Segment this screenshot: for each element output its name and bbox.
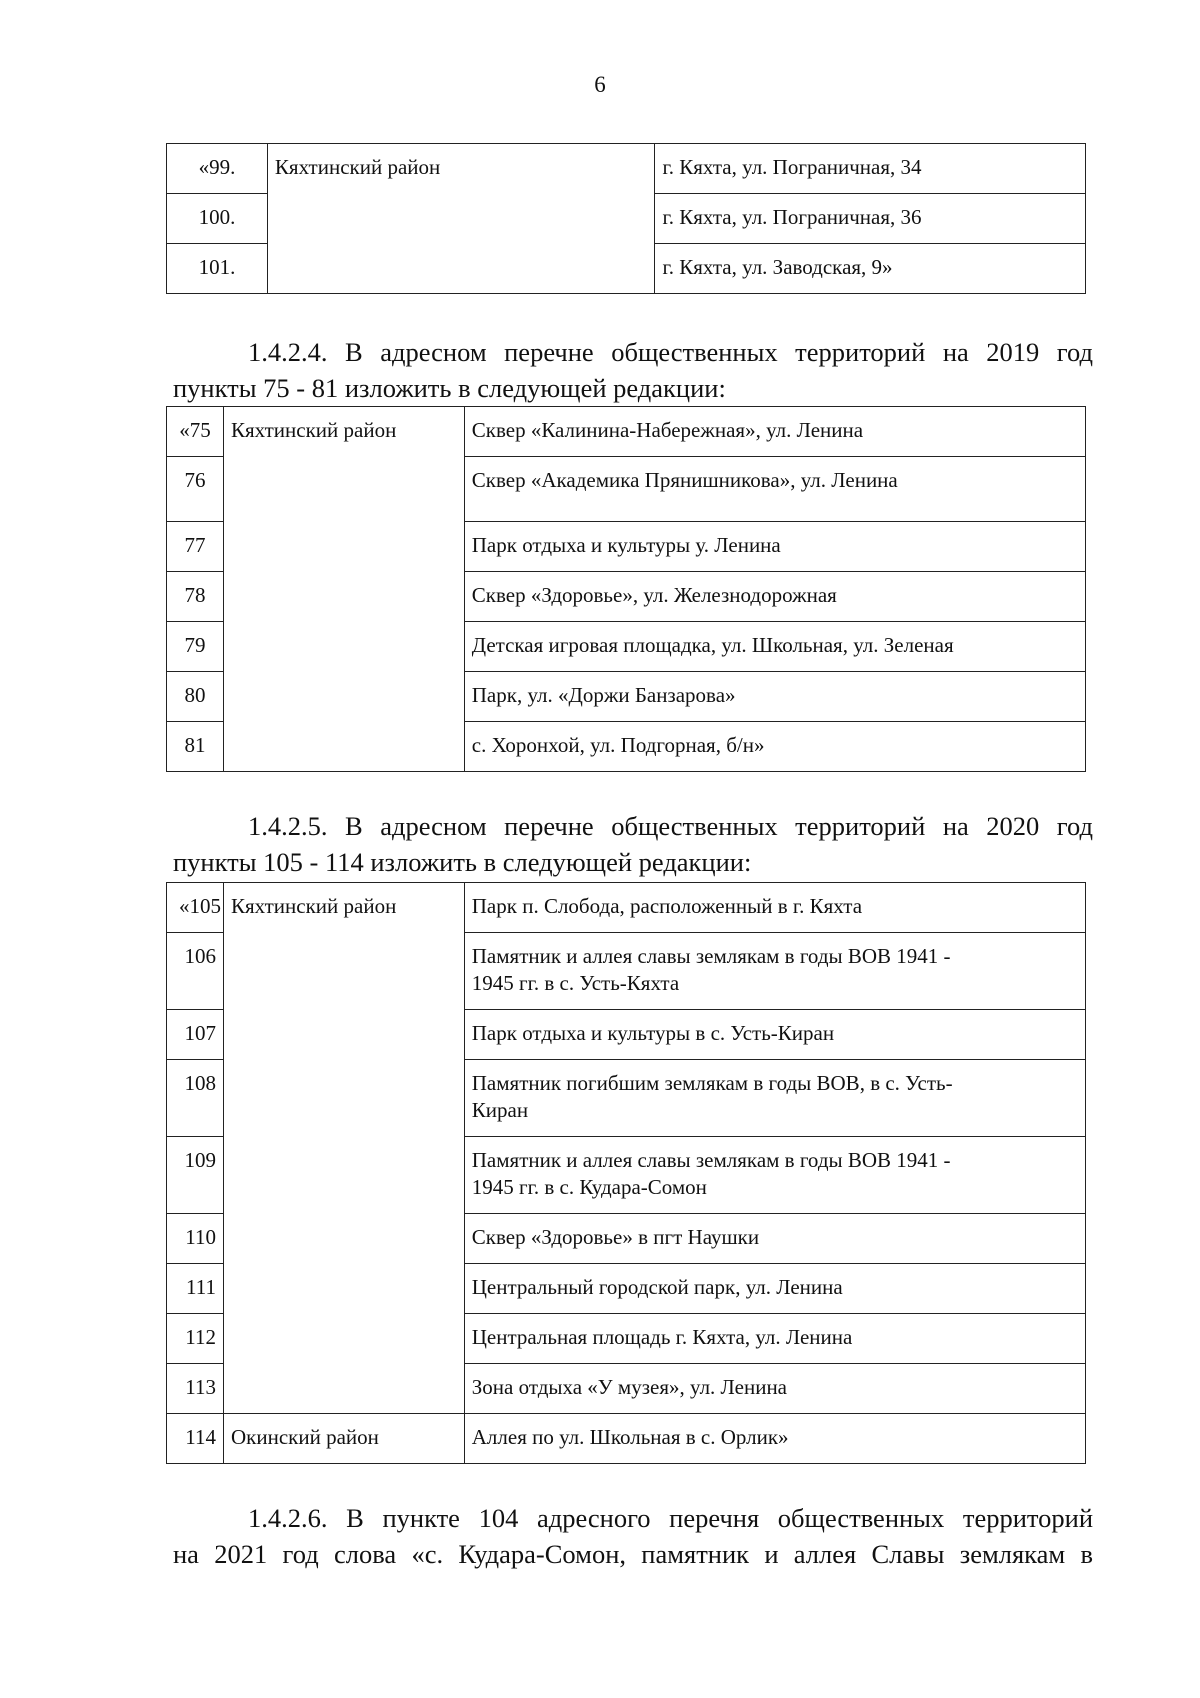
row-number: 108 [167, 1060, 224, 1137]
row-number: «99. [167, 144, 268, 194]
row-number: 78 [167, 572, 224, 622]
address-cell: г. Кяхта, ул. Пограничная, 34 [655, 144, 1086, 194]
table-row [167, 407, 1086, 457]
row-number: 109 [167, 1137, 224, 1214]
object-cell: Парк отдыха и культуры у. Ленина [464, 522, 1085, 572]
paragraph-line: 1.4.2.6. В пункте 104 адресного перечня общественных территорий [248, 1503, 1093, 1533]
territories-2020-table [166, 882, 1086, 1464]
object-cell: Сквер «Здоровье», ул. Железнодорожная [464, 572, 1085, 622]
object-cell: Парк отдыха и культуры в с. Усть-Киран [464, 1010, 1085, 1060]
object-line: 1945 гг. в с. Кудара-Сомон [471, 1175, 707, 1199]
object-cell [464, 1060, 1085, 1137]
address-table-1 [166, 143, 1086, 294]
territories-2019-table [166, 406, 1086, 772]
row-number: 100. [167, 194, 268, 244]
paragraph-1-4-2-6 [173, 1500, 1093, 1572]
row-number: 107 [167, 1010, 224, 1060]
paragraph-1-4-2-5 [173, 808, 1093, 880]
object-cell: Парк п. Слобода, расположенный в г. Кяхта [464, 883, 1085, 933]
paragraph-1-4-2-4 [173, 334, 1093, 406]
district-cell: Кяхтинский район [267, 144, 655, 294]
row-number: 79 [167, 622, 224, 672]
address-cell: г. Кяхта, ул. Заводская, 9» [655, 244, 1086, 294]
row-number: 114 [167, 1414, 224, 1464]
paragraph-line: 1.4.2.4. В адресном перечне общественных территорий на 2019 год [248, 337, 1093, 367]
object-cell: Центральная площадь г. Кяхта, ул. Ленина [464, 1314, 1085, 1364]
row-number: 111 [167, 1264, 224, 1314]
object-cell: Аллея по ул. Школьная в с. Орлик» [464, 1414, 1085, 1464]
object-cell [464, 1137, 1085, 1214]
row-number: 76 [167, 457, 224, 522]
table-row [167, 1414, 1086, 1464]
district-cell: Кяхтинский район [223, 883, 464, 1414]
row-number: 113 [167, 1364, 224, 1414]
row-number: «105 [167, 883, 224, 933]
object-cell: Сквер «Академика Прянишникова», ул. Ленина [464, 457, 1085, 522]
row-number: 106 [167, 933, 224, 1010]
object-cell: с. Хоронхой, ул. Подгорная, б/н» [464, 722, 1085, 772]
district-cell: Окинский район [223, 1414, 464, 1464]
paragraph-line: на 2021 год слова «с. Кудара-Сомон, памятник и аллея Славы землякам в [173, 1539, 1093, 1569]
object-cell: Сквер «Калинина-Набережная», ул. Ленина [464, 407, 1085, 457]
object-line: Памятник и аллея славы землякам в годы ВОВ 1941 - [471, 1148, 951, 1172]
object-cell: Детская игровая площадка, ул. Школьная, ул. Зеленая [464, 622, 1085, 672]
row-number: «75 [167, 407, 224, 457]
page-number: 6 [594, 72, 606, 97]
object-line: Памятник и аллея славы землякам в годы ВОВ 1941 - [471, 944, 951, 968]
row-number: 81 [167, 722, 224, 772]
address-cell: г. Кяхта, ул. Пограничная, 36 [655, 194, 1086, 244]
object-line: Памятник погибшим землякам в годы ВОВ, в с. Усть- [471, 1071, 953, 1095]
paragraph-line: пункты 75 - 81 изложить в следующей редакции: [173, 373, 726, 403]
object-cell: Зона отдыха «У музея», ул. Ленина [464, 1364, 1085, 1414]
table-row [167, 883, 1086, 933]
object-cell: Парк, ул. «Доржи Банзарова» [464, 672, 1085, 722]
table-row [167, 144, 1086, 194]
object-cell: Центральный городской парк, ул. Ленина [464, 1264, 1085, 1314]
object-line: 1945 гг. в с. Усть-Кяхта [471, 971, 680, 995]
paragraph-line: 1.4.2.5. В адресном перечне общественных территорий на 2020 год [248, 811, 1093, 841]
row-number: 80 [167, 672, 224, 722]
row-number: 77 [167, 522, 224, 572]
row-number: 101. [167, 244, 268, 294]
row-number: 110 [167, 1214, 224, 1264]
object-cell: Сквер «Здоровье» в пгт Наушки [464, 1214, 1085, 1264]
object-cell [464, 933, 1085, 1010]
row-number: 112 [167, 1314, 224, 1364]
object-line: Киран [471, 1098, 529, 1122]
district-cell: Кяхтинский район [223, 407, 464, 772]
paragraph-line: пункты 105 - 114 изложить в следующей редакции: [173, 847, 752, 877]
